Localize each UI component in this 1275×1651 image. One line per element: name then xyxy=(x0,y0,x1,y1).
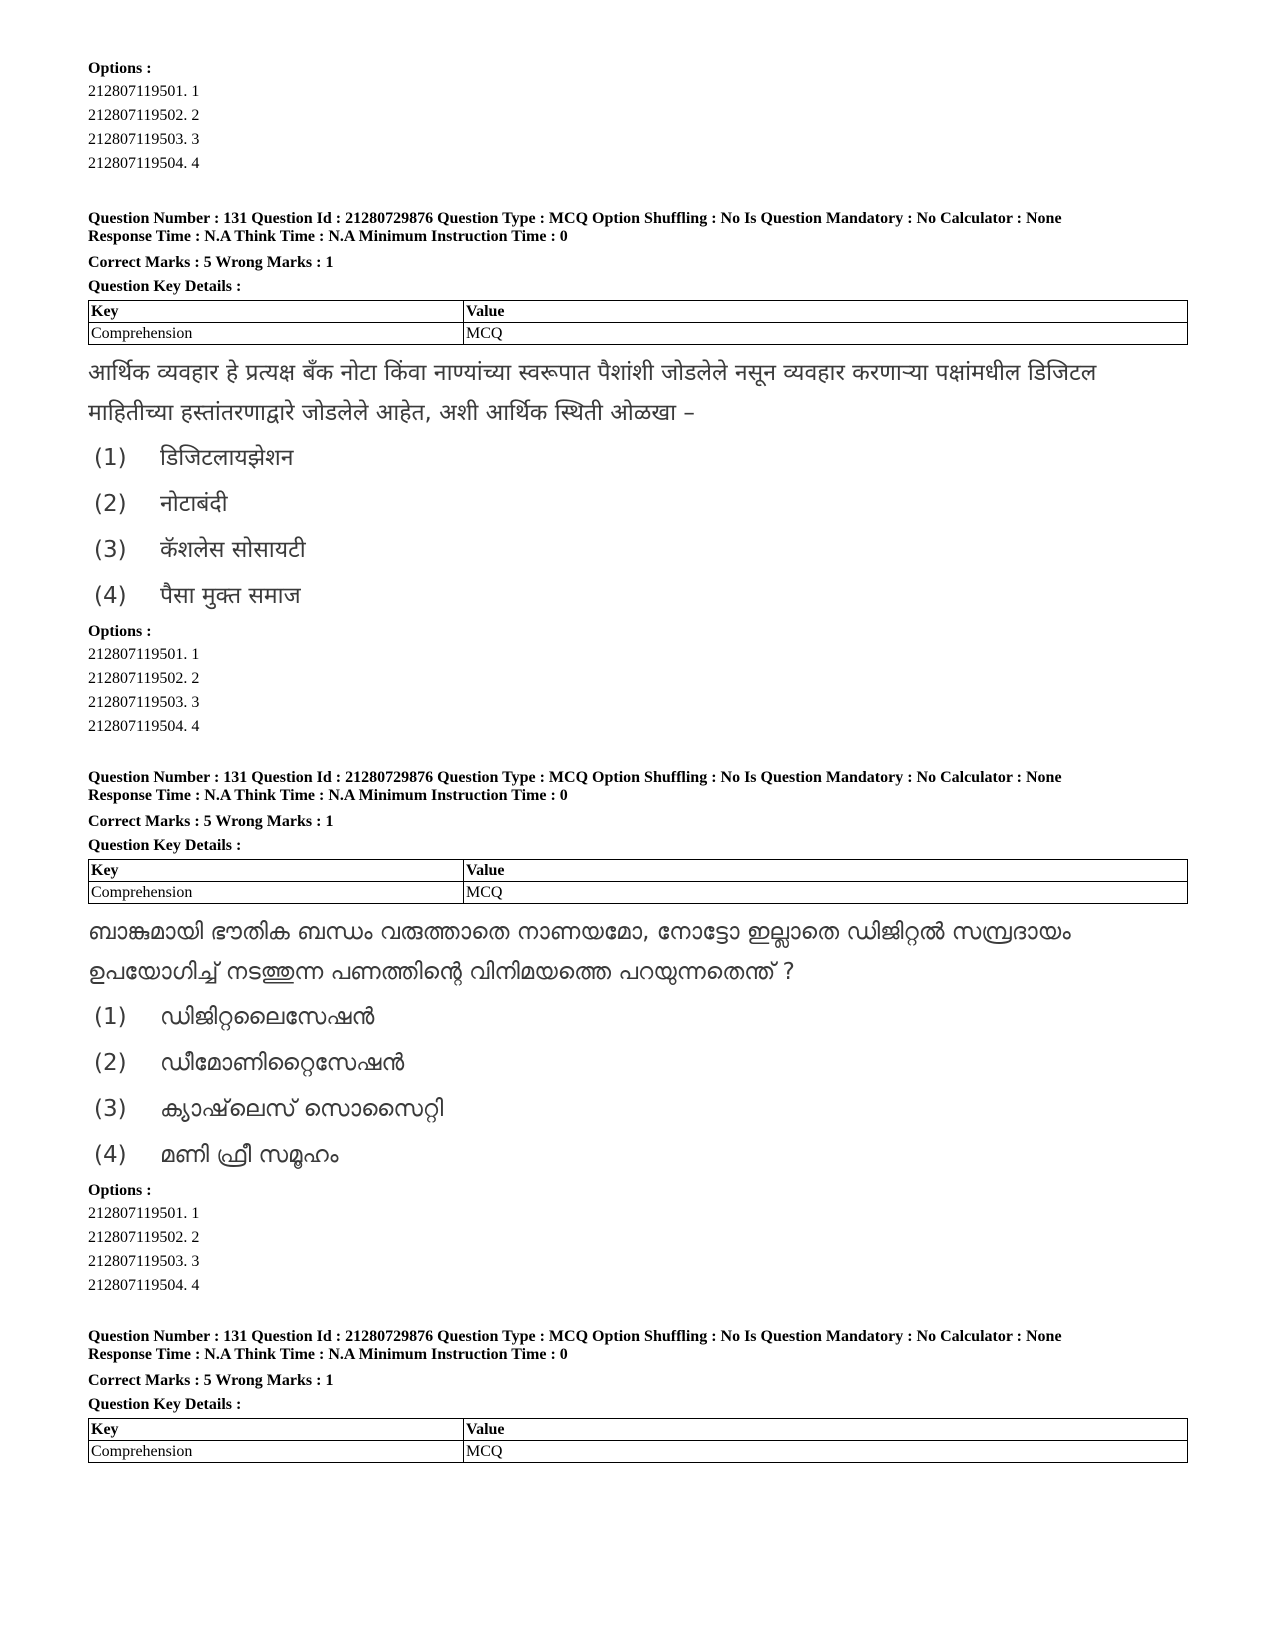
choice-item: (1) डिजिटलायझेशन xyxy=(94,445,294,471)
option-item: 212807119503. 3 xyxy=(88,1253,200,1270)
options-label: Options : xyxy=(88,623,152,640)
key-table: Key Value Comprehension MCQ xyxy=(88,300,1188,345)
document-page xyxy=(88,58,1188,1463)
option-item: 212807119504. 4 xyxy=(88,1277,200,1294)
key-details-label: Question Key Details : xyxy=(88,278,242,295)
options-label: Options : xyxy=(88,60,152,77)
question-text-malayalam: ബാങ്കുമായി ഭൗതിക ബന്ധം വരുത്താതെ നാണയമോ, നോട്ടോ ഇല്ലാതെ ഡിജിറ്റൽ സമ്പ്രദായം ഉപയോഗിച്ച് നടത്തുന്ന പണത്തിന്റെ വിനിമയത്തെ പറയുന്നതെന്ത് ? xyxy=(88,919,1071,985)
option-item: 212807119504. 4 xyxy=(88,155,200,172)
marks-line: Correct Marks : 5 Wrong Marks : 1 xyxy=(88,1372,334,1389)
options-label: Options : xyxy=(88,1182,152,1199)
choice-item: (4) पैसा मुक्त समाज xyxy=(94,583,301,609)
marks-line: Correct Marks : 5 Wrong Marks : 1 xyxy=(88,254,334,271)
option-item: 212807119502. 2 xyxy=(88,1229,200,1246)
question-text-marathi: आर्थिक व्यवहार हे प्रत्यक्ष बँक नोटा किंवा नाण्यांच्या स्वरूपात पैशांशी जोडलेले नसून व्यवहार करणाऱ्या पक्षांमधील डिजिटल माहितीच्या हस्तांतरणाद्वारे जोडलेले आहेत, अशी आर्थिक स्थिती ओळखा – xyxy=(88,360,1097,426)
choice-item: (2) नोटाबंदी xyxy=(94,491,228,517)
key-table: Key Value Comprehension MCQ xyxy=(88,859,1188,904)
key-details-label: Question Key Details : xyxy=(88,1396,242,1413)
choice-item: (3) कॅशलेस सोसायटी xyxy=(94,537,306,563)
question-header: Question Number : 131 Question Id : 21280729876 Question Type : MCQ Option Shuffling : No Is Question Mandatory : No Calculator : None Response Time : N.A Think Time : N.A Minimum Instruction Time : 0 xyxy=(88,210,1062,245)
option-item: 212807119501. 1 xyxy=(88,1205,200,1222)
choice-item: (4) മണി ഫ്രീ സമൂഹം xyxy=(94,1142,339,1168)
question-header: Question Number : 131 Question Id : 21280729876 Question Type : MCQ Option Shuffling : No Is Question Mandatory : No Calculator : None Response Time : N.A Think Time : N.A Minimum Instruction Time : 0 xyxy=(88,769,1062,804)
question-header: Question Number : 131 Question Id : 21280729876 Question Type : MCQ Option Shuffling : No Is Question Mandatory : No Calculator : None Response Time : N.A Think Time : N.A Minimum Instruction Time : 0 xyxy=(88,1328,1062,1363)
choice-item: (1) ഡിജിറ്റലൈസേഷൻ xyxy=(94,1004,375,1030)
choice-item: (3) ക്യാഷ്‌ലെസ് സൊസൈറ്റി xyxy=(94,1096,444,1122)
marks-line: Correct Marks : 5 Wrong Marks : 1 xyxy=(88,813,334,830)
option-item: 212807119504. 4 xyxy=(88,718,200,735)
option-item: 212807119502. 2 xyxy=(88,670,200,687)
option-item: 212807119501. 1 xyxy=(88,646,200,663)
option-item: 212807119503. 3 xyxy=(88,694,200,711)
option-item: 212807119502. 2 xyxy=(88,107,200,124)
choice-list-malayalam xyxy=(88,994,1188,1178)
choice-list-marathi xyxy=(88,435,1188,619)
choice-item: (2) ഡീമോണിറ്റൈസേഷൻ xyxy=(94,1050,405,1076)
key-details-label: Question Key Details : xyxy=(88,837,242,854)
key-table: Key Value Comprehension MCQ xyxy=(88,1418,1188,1463)
option-item: 212807119503. 3 xyxy=(88,131,200,148)
option-item: 212807119501. 1 xyxy=(88,83,200,100)
